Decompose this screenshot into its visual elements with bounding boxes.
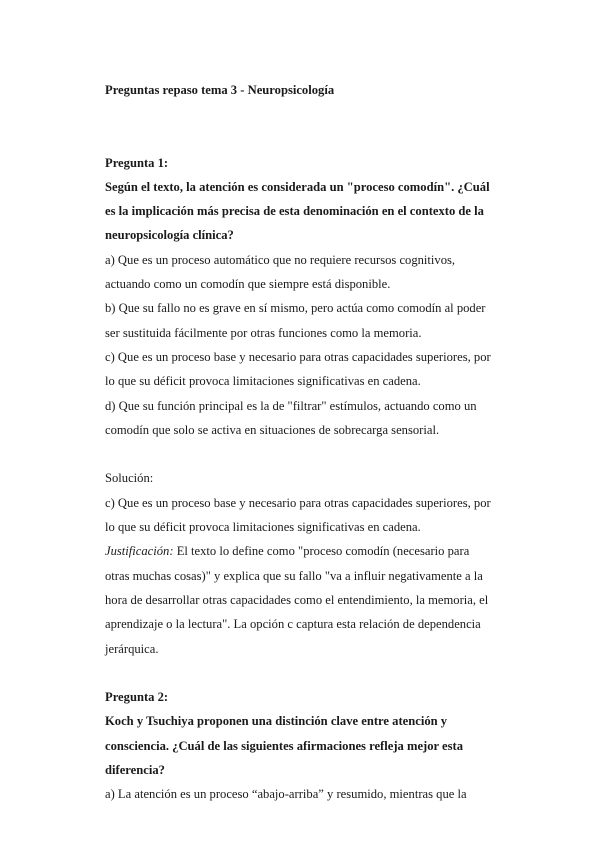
question-text: Koch y Tsuchiya proponen una distinción clave entre atención y consciencia. ¿Cuál de las siguientes afirmaciones refleja mejor esta diferencia? (105, 714, 464, 778)
document-title: Preguntas repaso tema 3 - Neuropsicología (105, 83, 335, 97)
spacer (105, 661, 493, 685)
question-text: Según el texto, la atención es considerada un "proceso comodín". ¿Cuál es la implicación más precisa de esta denominación en el contexto de la neuropsicología clínica? (105, 179, 490, 243)
spacer (105, 442, 493, 466)
document-page (105, 78, 493, 807)
solution-answer: c) Que es un proceso base y necesario para otras capacidades superiores, por lo que su déficit provoca limitaciones significativas en cadena. (105, 495, 491, 535)
spacer (105, 102, 493, 126)
justification-label: Justificación: (105, 544, 174, 559)
answer-option: a) Que es un proceso automático que no requiere recursos cognitivos, actuando como un comodín que siempre está disponible. (105, 252, 456, 292)
answer-option: a) La atención es un proceso “abajo-arriba” y resumido, mientras que la (105, 787, 467, 802)
justification-text: El texto lo define como "proceso comodín (necesario para otras muchas cosas)" y explica que su fallo "va a influir negativamente a la hora de desarrollar otras capacidades como el entendimiento, la memoria, el aprendizaje o la lectura". La opción c captura esta relación de dependencia jerárquica. (105, 544, 489, 656)
question-heading: Pregunta 1: (105, 155, 169, 170)
question-heading: Pregunta 2: (105, 690, 169, 705)
answer-option: d) Que su función principal es la de "filtrar" estímulos, actuando como un comodín que solo se activa en situaciones de sobrecarga sensorial. (105, 398, 477, 437)
solution-label: Solución: (105, 471, 154, 486)
answer-option: c) Que es un proceso base y necesario para otras capacidades superiores, por lo que su déficit provoca limitaciones significativas en cadena. (105, 349, 491, 389)
answer-option: b) Que su fallo no es grave en sí mismo, pero actúa como comodín al poder ser sustituida fácilmente por otras funciones como la memoria. (105, 301, 486, 340)
justification (105, 539, 493, 660)
spacer (105, 126, 493, 150)
